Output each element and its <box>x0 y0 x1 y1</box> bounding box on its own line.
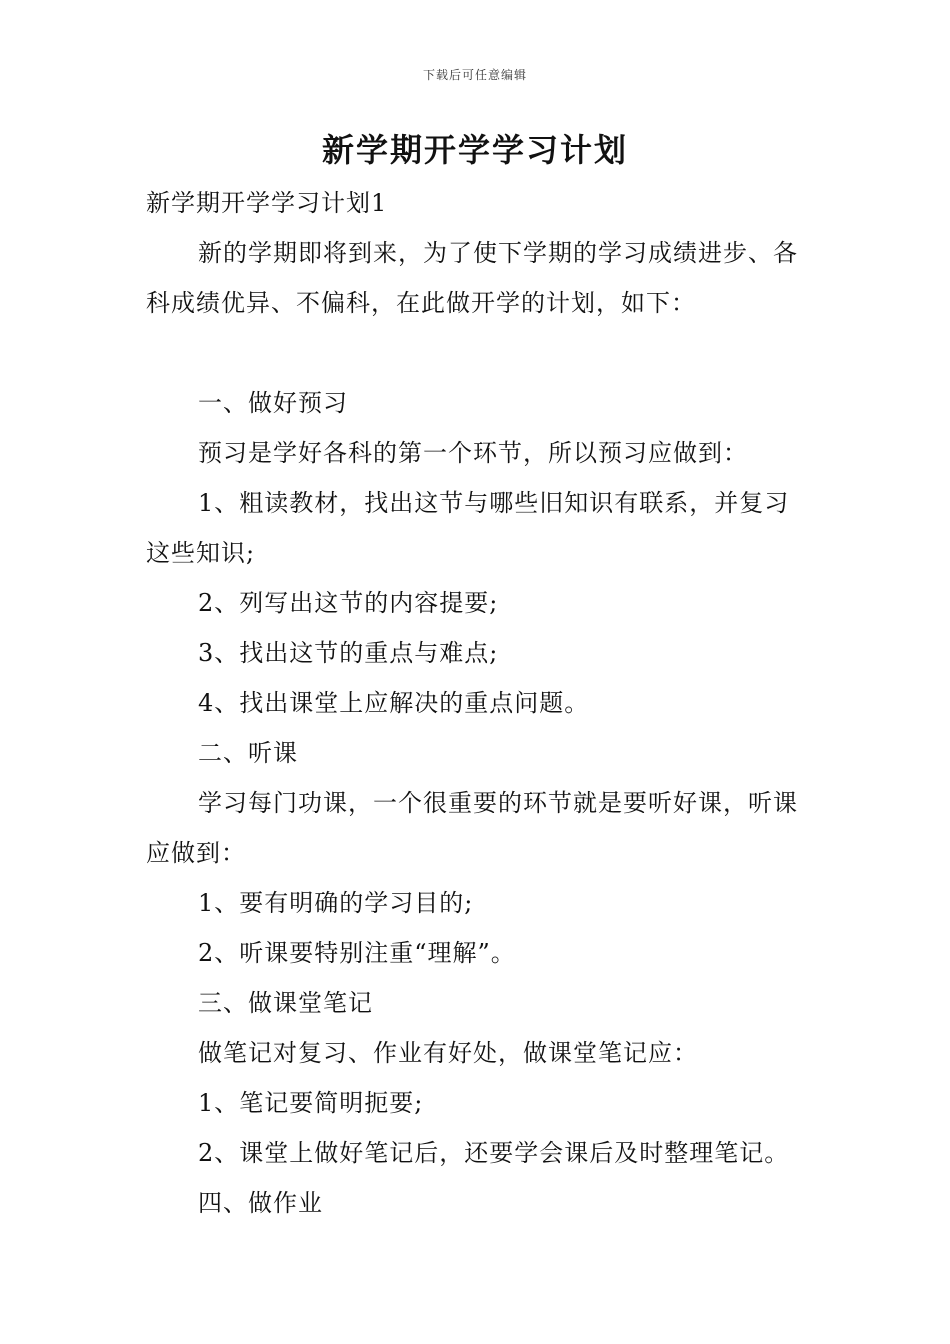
paragraph: 预习是学好各科的第一个环节，所以预习应做到： <box>198 439 748 467</box>
list-item: 2、课堂上做好笔记后，还要学会课后及时整理笔记。 <box>198 1139 790 1167</box>
paragraph: 做笔记对复习、作业有好处，做课堂笔记应： <box>198 1039 698 1067</box>
document-title: 新学期开学学习计划 <box>321 131 628 169</box>
paragraph: 学习每门功课，一个很重要的环节就是要听好课，听课应做到： <box>146 789 798 867</box>
heading-notes: 三、做课堂笔记 <box>198 989 373 1017</box>
list-item: 4、找出课堂上应解决的重点问题。 <box>198 689 590 717</box>
section-subtitle: 新学期开学学习计划1 <box>146 189 388 217</box>
blank-line <box>146 328 808 378</box>
list-item: 1、要有明确的学习目的; <box>198 889 474 917</box>
heading-homework: 四、做作业 <box>198 1189 323 1217</box>
list-item: 1、粗读教材，找出这节与哪些旧知识有联系，并复习这些知识; <box>146 489 790 567</box>
list-item: 2、听课要特别注重“理解”。 <box>198 939 516 967</box>
intro-paragraph: 新的学期即将到来，为了使下学期的学习成绩进步、各科成绩优异、不偏科，在此做开学的计划，如下： <box>146 239 798 317</box>
document-body <box>146 178 808 1228</box>
list-item: 2、列写出这节的内容提要; <box>198 589 499 617</box>
list-item: 1、笔记要简明扼要; <box>198 1089 424 1117</box>
heading-listening: 二、听课 <box>198 739 298 767</box>
heading-preview: 一、做好预习 <box>198 389 348 417</box>
header-note: 下载后可任意编辑 <box>422 68 527 82</box>
list-item: 3、找出这节的重点与难点; <box>198 639 499 667</box>
